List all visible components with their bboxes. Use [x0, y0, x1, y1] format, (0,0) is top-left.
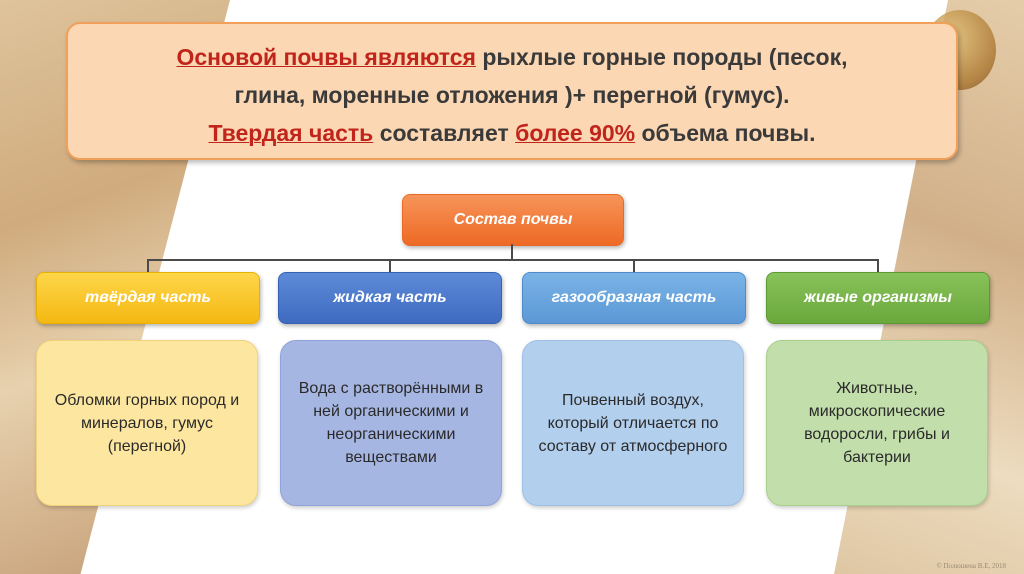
header-text-3a: составляет — [373, 120, 516, 146]
connector-cat-1 — [147, 259, 149, 272]
header-line-1 — [88, 38, 936, 76]
description-gas-text: Почвенный воздух, который отличается по составу от атмосферного — [538, 391, 728, 455]
category-solid: твёрдая часть — [36, 272, 260, 324]
header-box — [66, 22, 958, 160]
description-living-text: Животные, микроскопические водоросли, грибы и бактерии — [804, 380, 950, 466]
header-text-1: рыхлые горные породы (песок, — [475, 44, 848, 70]
header-highlight-1: Основой почвы являются — [176, 44, 476, 70]
header-highlight-3: более 90% — [515, 120, 636, 146]
connector-root-down — [511, 244, 513, 260]
header-line-3 — [88, 114, 936, 152]
category-living: живые организмы — [766, 272, 990, 324]
description-gas — [522, 340, 744, 506]
copyright: © Полюшена В.Е, 2018 — [936, 562, 1006, 570]
connector-cat-2 — [389, 259, 391, 272]
connector-cat-3 — [633, 259, 635, 272]
description-solid — [36, 340, 258, 506]
description-living — [766, 340, 988, 506]
category-gas: газообразная часть — [522, 272, 746, 324]
description-solid-text: Обломки горных пород и минералов, гумус (перегной) — [54, 391, 240, 455]
header-text-3b: объема почвы. — [635, 120, 816, 146]
description-liquid-text: Вода с растворёнными в ней органическими и неорганическими веществами — [298, 380, 484, 466]
category-liquid: жидкая часть — [278, 272, 502, 324]
connector-horizontal — [147, 259, 878, 261]
header-line-2: глина, моренные отложения )+ перегной (гумус). — [234, 82, 790, 108]
header-highlight-2: Твердая часть — [208, 120, 374, 146]
connector-cat-4 — [877, 259, 879, 272]
description-liquid — [280, 340, 502, 506]
root-node: Состав почвы — [402, 194, 624, 246]
